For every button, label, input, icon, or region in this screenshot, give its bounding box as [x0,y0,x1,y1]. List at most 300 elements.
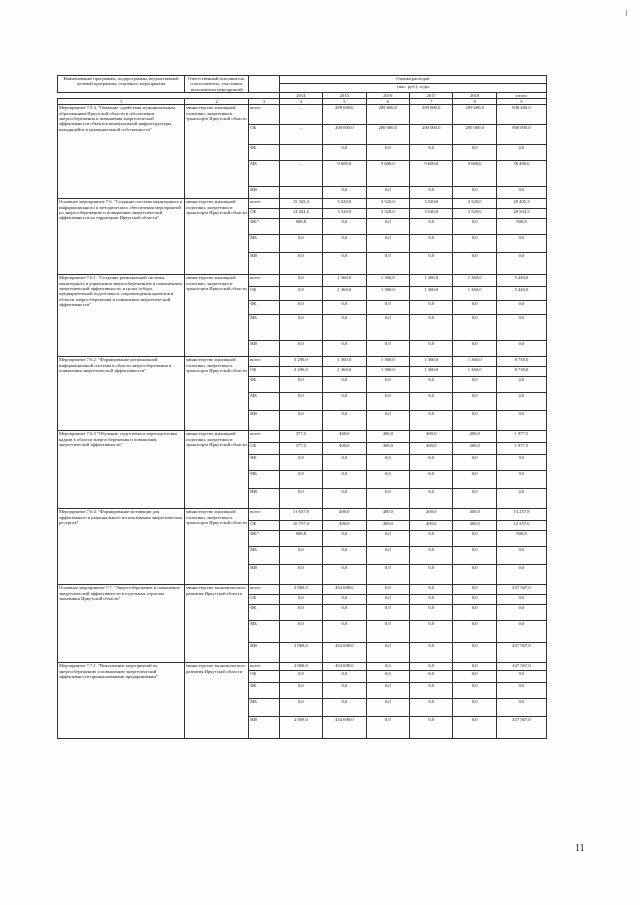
year-value-cell: 0,0 [453,531,496,547]
measure-name-cell: Основное мероприятие 7.6. "Создание системы мониторинга и информационного и методического обеспечения мероприятий по энергосбережению и повышению энергетической эффективности на территории Иркутской области" [58,199,185,275]
funding-source-cell: всего [249,357,279,367]
header-year-2017: 2017 [410,92,453,98]
year-value-cell: 0,0 [279,683,322,699]
year-value-cell: 2 869,0 [279,663,322,671]
year-value-cell: 0,0 [366,455,409,471]
year-value-cell: 0,0 [410,301,453,315]
year-value-cell: 0,0 [453,595,496,605]
funding-source-cell: ФБ [249,455,279,471]
total-value-cell: 0,0 [496,235,546,253]
year-value-cell: 0,0 [279,565,322,585]
year-value-cell: 0,0 [410,341,453,357]
year-value-cell: 0,0 [279,411,322,431]
executor-cell: министерство жилищной политики, энергетики и транспорта Иркутской области [185,357,249,431]
total-value-cell: 13 257,8 [496,509,546,521]
column-number-cell: 5 [323,99,366,105]
year-value-cell: 434 698,0 [323,585,366,595]
total-value-cell: 0,0 [496,377,546,393]
header-expense-estimate: Оценка расходов [279,76,546,84]
year-value-cell: 1 360,0 [453,287,496,301]
year-value-cell: 0,0 [323,301,366,315]
year-value-cell: 0,0 [410,455,453,471]
year-value-cell: 1 360,0 [366,275,409,287]
year-value-cell: 0,0 [366,621,409,643]
total-value-cell: 0,0 [496,301,546,315]
year-value-cell: 0,0 [366,683,409,699]
year-value-cell: 0,0 [279,341,322,357]
funding-source-cell: ИИ [249,187,279,199]
year-value-cell: 0,0 [279,605,322,621]
year-value-cell: 10 757,0 [279,521,322,531]
year-value-cell: 0,0 [323,411,366,431]
column-number-cell: 4 [279,99,322,105]
year-value-cell: 209 600,0 [366,105,409,125]
header-year-2015: 2015 [323,92,366,98]
year-value-cell: 0,0 [453,219,496,235]
year-value-cell: 400,0 [410,443,453,455]
year-value-cell: 0,0 [279,275,322,287]
executor-cell: министерство жилищной политики, энергетики и транспорта Иркутской области [185,275,249,357]
year-value-cell: 1 360,0 [323,357,366,367]
year-value-cell: 200 000,0 [323,125,366,145]
header-units: (тыс. руб.), годы [279,84,546,92]
year-value-cell: 0,0 [410,663,453,671]
column-number-cell: 6 [366,99,409,105]
year-value-cell: 0,0 [323,565,366,585]
year-value-cell: 400,0 [323,431,366,443]
year-value-cell: 400,0 [366,443,409,455]
year-value-cell: 0,0 [366,605,409,621]
year-value-cell: 0,0 [410,621,453,643]
year-value-cell: 0,0 [323,683,366,699]
year-value-cell: 0,0 [453,187,496,199]
year-value-cell: 1 360,0 [410,275,453,287]
year-value-cell: 0,0 [410,683,453,699]
year-value-cell: 0,0 [366,145,409,161]
year-value-cell: 0,0 [410,605,453,621]
total-value-cell: 0,0 [496,699,546,717]
year-value-cell: 0,0 [453,699,496,717]
year-value-cell: 0,0 [453,235,496,253]
year-value-cell: 0,0 [279,393,322,411]
year-value-cell: 0,0 [366,585,409,595]
funding-source-cell: всего [249,663,279,671]
year-value-cell: 209 600,0 [410,105,453,125]
table-row [58,275,547,287]
year-value-cell: 0,0 [453,605,496,621]
total-value-cell: 0,0 [496,605,546,621]
funding-source-cell: ОБ [249,595,279,605]
year-value-cell: 0,0 [279,671,322,683]
year-value-cell: 0,0 [366,671,409,683]
total-value-cell: 38 400,0 [496,161,546,187]
funding-source-cell: МБ [249,161,279,187]
executor-cell: министерство жилищной политики, энергетики и транспорта Иркутской области [185,199,249,275]
funding-source-cell: ФБ [249,377,279,393]
year-value-cell: – [279,161,322,187]
funding-source-cell: МБ [249,471,279,489]
year-value-cell: 1 360,0 [453,357,496,367]
year-value-cell: 400,0 [410,431,453,443]
total-value-cell: 0,0 [496,455,546,471]
year-value-cell: 0,0 [453,671,496,683]
year-value-cell: 0,0 [323,341,366,357]
funding-source-cell: ИИ [249,411,279,431]
year-value-cell: 1 360,0 [323,287,366,301]
year-value-cell: 0,0 [453,565,496,585]
year-value-cell: 434 698,0 [323,663,366,671]
year-value-cell: 0,0 [410,671,453,683]
year-value-cell: 0,0 [410,219,453,235]
funding-source-cell: ОБ [249,443,279,455]
table-row [58,431,547,443]
year-value-cell: 0,0 [366,315,409,341]
year-value-cell: 400,0 [453,509,496,521]
year-value-cell: 0,0 [279,455,322,471]
total-value-cell: 0,0 [496,547,546,565]
funding-source-cell: ФБ* [249,219,279,235]
year-value-cell: 400,0 [453,521,496,531]
total-value-cell: 1 977,5 [496,443,546,455]
total-value-cell: 1 977,5 [496,431,546,443]
year-value-cell: 0,0 [453,393,496,411]
total-value-cell: 12 357,0 [496,521,546,531]
year-value-cell: 1 360,0 [410,367,453,377]
year-value-cell: 1 360,0 [323,275,366,287]
year-value-cell: 0,0 [323,531,366,547]
year-value-cell: 1 360,0 [323,367,366,377]
year-value-cell: 1 360,0 [366,287,409,301]
year-value-cell: 0,0 [323,471,366,489]
header-total: итого [496,92,546,98]
funding-source-cell: ОБ [249,287,279,301]
scan-edge-mark [626,10,627,16]
year-value-cell: 9 600,0 [453,161,496,187]
year-value-cell [279,145,322,161]
total-value-cell: 28 504,5 [496,209,546,219]
year-value-cell: – [279,125,322,145]
year-value-cell: 0,0 [410,547,453,565]
year-value-cell: 0,0 [410,717,453,739]
total-value-cell: 0,0 [496,565,546,585]
table-row [58,585,547,595]
year-value-cell: 0,0 [366,235,409,253]
year-value-cell: 0,0 [453,253,496,275]
year-value-cell: 3 520,0 [366,209,409,219]
year-value-cell: 0,0 [323,455,366,471]
funding-source-cell: ИИ [249,341,279,357]
funding-source-cell: ФБ [249,605,279,621]
year-value-cell: 3 520,0 [323,199,366,209]
year-value-cell: 200 000,0 [410,125,453,145]
executor-cell: министерство жилищной политики, энергетики и транспорта Иркутской области [185,431,249,509]
total-value-cell: 0,0 [496,471,546,489]
year-value-cell: 0,0 [323,253,366,275]
year-value-cell: 0,0 [453,145,496,161]
year-value-cell: 400,0 [366,521,409,531]
year-value-cell: 0,0 [279,315,322,341]
year-value-cell: 1 360,0 [410,287,453,301]
year-value-cell: 0,0 [410,145,453,161]
year-value-cell: 3 520,0 [453,199,496,209]
year-value-cell: 0,0 [453,315,496,341]
year-value-cell: 0,0 [323,489,366,509]
year-value-cell: 0,0 [279,547,322,565]
total-value-cell: 0,0 [496,621,546,643]
funding-source-cell: ФБ [249,145,279,161]
year-value-cell: 3 520,0 [410,199,453,209]
year-value-cell: 0,0 [453,717,496,739]
year-value-cell: 0,0 [279,489,322,509]
year-value-cell: 0,0 [410,235,453,253]
year-value-cell: 9 600,0 [323,161,366,187]
year-value-cell: 0,0 [410,411,453,431]
column-number-cell: 2 [185,99,249,105]
year-value-cell: 0,0 [366,531,409,547]
measure-name-cell: Мероприятие 7.7.1. "Выполнение мероприятий по энергосбережению и повышению энергетической эффективности промышленными предприятиями" [58,663,185,739]
year-value-cell: 0,0 [323,671,366,683]
year-value-cell: 0,0 [410,565,453,585]
funding-source-cell: всего [249,199,279,209]
funding-source-cell: ОБ [249,367,279,377]
total-value-cell: 0,0 [496,489,546,509]
funding-source-cell: ОБ [249,521,279,531]
funding-source-cell: ИИ [249,253,279,275]
year-value-cell: 0,0 [453,547,496,565]
year-value-cell: 0,0 [453,621,496,643]
total-value-cell: 0,0 [496,145,546,161]
total-value-cell: 29 405,3 [496,199,546,209]
year-value-cell: 0,0 [453,301,496,315]
funding-source-cell: ФБ* [249,531,279,547]
column-number-cell: 1 [58,99,185,105]
year-value-cell: 0,0 [453,341,496,357]
total-value-cell: 5 440,0 [496,275,546,287]
funding-source-cell: МБ [249,315,279,341]
year-value-cell: 0,0 [279,301,322,315]
year-value-cell: 400,0 [410,509,453,521]
year-value-cell: 0,0 [410,253,453,275]
year-value-cell: 9 600,0 [410,161,453,187]
total-value-cell: 437 567,0 [496,643,546,663]
year-value-cell: 0,0 [453,455,496,471]
total-value-cell: 900,8 [496,531,546,547]
column-number-cell: 3 [249,99,279,105]
year-value-cell: 11 657,8 [279,509,322,521]
measure-name-cell: Мероприятие 7.6.1. "Создание региональной системы мониторинга и управления энергосбережением и повышением энергетической эффективности, в целях отбора, предварительной подготовки и сопровождения проектов в области энергосбережения и повышения энергетической эффективности" [58,275,185,357]
budget-table [57,75,547,739]
executor-cell: министерство экономического развития Иркутской области [185,663,249,739]
funding-source-cell: МБ [249,235,279,253]
year-value-cell: 1 360,0 [453,275,496,287]
year-value-cell: 14 424,5 [279,209,322,219]
header-source [249,76,279,93]
column-number-cell: 7 [410,99,453,105]
total-value-cell: 0,0 [496,671,546,683]
year-value-cell: 0,0 [410,377,453,393]
year-value-cell: 0,0 [410,699,453,717]
measure-name-cell: Мероприятие 7.5.4. "Оказание содействия муниципальным образованиям Иркутской области в обеспечении энергосбережения и повышения энергетической эффективности объектов коммунальной инфраструктуры, находящейся в муниципальной собственности" [58,105,185,199]
year-value-cell: 0,0 [323,187,366,199]
year-value-cell: 1 360,0 [366,357,409,367]
year-value-cell: 0,0 [366,341,409,357]
year-value-cell: 3 520,0 [410,209,453,219]
year-value-cell: 0,0 [323,377,366,393]
year-value-cell: 400,0 [410,521,453,531]
total-value-cell: 900,8 [496,219,546,235]
year-value-cell: 400,0 [323,509,366,521]
year-value-cell: 0,0 [366,595,409,605]
year-value-cell: 0,0 [323,219,366,235]
year-value-cell: 0,0 [279,699,322,717]
year-value-cell: 0,0 [279,287,322,301]
measure-name-cell: Мероприятие 7.6.4. "Формирование мотивации для эффективного и рационального использования энергетических ресурсов" [58,509,185,585]
year-value-cell: 0,0 [366,471,409,489]
year-value-cell: 0,0 [410,471,453,489]
table-row [58,199,547,209]
table-row [58,509,547,521]
year-value-cell: 2 869,0 [279,643,322,663]
year-value-cell: 0,0 [279,253,322,275]
year-value-cell: 0,0 [453,663,496,671]
total-value-cell: 0,0 [496,253,546,275]
year-value-cell: 400,0 [323,521,366,531]
total-value-cell: 437 567,0 [496,663,546,671]
year-value-cell: 0,0 [410,187,453,199]
year-value-cell: 200 000,0 [366,125,409,145]
total-value-cell: 838 400,0 [496,105,546,125]
year-value-cell: 434 698,0 [323,643,366,663]
total-value-cell: 0,0 [496,393,546,411]
funding-source-cell: МБ [249,699,279,717]
year-value-cell: 0,0 [410,643,453,663]
year-value-cell: 3 290,0 [279,357,322,367]
year-value-cell: 0,0 [366,411,409,431]
year-value-cell: 0,0 [366,547,409,565]
funding-source-cell: ИИ [249,489,279,509]
year-value-cell: 400,0 [366,431,409,443]
year-value-cell: 0,0 [366,717,409,739]
year-value-cell: 3 520,0 [453,209,496,219]
funding-source-cell: всего [249,585,279,595]
year-value-cell: 900,8 [279,531,322,547]
year-value-cell: 0,0 [323,145,366,161]
table-row [58,105,547,125]
executor-cell: министерство экономического развития Иркутской области [185,585,249,663]
funding-source-cell: всего [249,275,279,287]
year-value-cell: 400,0 [323,443,366,455]
year-value-cell: 0,0 [366,663,409,671]
table-row [58,663,547,671]
measure-name-cell: Мероприятие 7.6.2. "Формирование региональной информационной системы в области энергосбережения и повышения энергетической эффективности" [58,357,185,431]
total-value-cell: 0,0 [496,683,546,699]
header-year-2014: 2014 [279,92,322,98]
total-value-cell: 0,0 [496,341,546,357]
header-year-2016: 2016 [366,92,409,98]
header-program-name: Наименование программы, подпрограммы, ведомственной целевой программы, основного мероприятия [58,76,185,93]
year-value-cell: 3 290,0 [279,367,322,377]
year-value-cell: 200 000,0 [453,125,496,145]
year-value-cell: 0,0 [453,643,496,663]
year-value-cell: 0,0 [366,643,409,663]
year-value-cell: 377,5 [279,431,322,443]
total-value-cell: 0,0 [496,187,546,199]
year-value-cell: 400,0 [453,431,496,443]
year-value-cell: 900,8 [279,219,322,235]
year-value-cell: 209 600,0 [453,105,496,125]
year-value-cell: 0,0 [323,235,366,253]
measure-name-cell: Мероприятие 7.6.3 "Обучение, подготовка и переподготовка кадров в области энергосбережения и повышения энергетической эффективности" [58,431,185,509]
year-value-cell: 400,0 [453,443,496,455]
funding-source-cell: ОБ [249,209,279,219]
funding-source-cell: ОБ [249,125,279,145]
total-value-cell: 0,0 [496,595,546,605]
funding-source-cell: ФБ [249,683,279,699]
year-value-cell: 377,5 [279,443,322,455]
funding-source-cell: МБ [249,547,279,565]
funding-source-cell: ОБ [249,671,279,683]
year-value-cell: 15 325,3 [279,199,322,209]
funding-source-cell: всего [249,509,279,521]
year-value-cell: 0,0 [323,393,366,411]
year-value-cell: 0,0 [279,471,322,489]
funding-source-cell: МБ [249,621,279,643]
funding-source-cell: всего [249,431,279,443]
total-value-cell: 437 567,0 [496,717,546,739]
year-value-cell: 0,0 [410,489,453,509]
year-value-cell: 0,0 [279,595,322,605]
year-value-cell: – [279,105,322,125]
header-year-2018: 2018 [453,92,496,98]
funding-source-cell: ИИ [249,643,279,663]
column-number-cell: 8 [453,99,496,105]
year-value-cell: 0,0 [366,565,409,585]
year-value-cell: 0,0 [323,595,366,605]
year-value-cell: 0,0 [366,393,409,411]
executor-cell: министерство жилищной политики, энергетики и транспорта Иркутской области [185,105,249,199]
year-value-cell: 0,0 [366,489,409,509]
year-value-cell: 0,0 [453,489,496,509]
year-value-cell: 0,0 [323,547,366,565]
year-value-cell: 0,0 [279,235,322,253]
funding-source-cell: ИИ [249,565,279,585]
funding-source-cell: ФБ [249,301,279,315]
year-value-cell: 0,0 [323,315,366,341]
year-value-cell: 0,0 [410,585,453,595]
year-value-cell: 0,0 [366,699,409,717]
year-value-cell: 0,0 [453,411,496,431]
year-value-cell: 0,0 [453,585,496,595]
total-value-cell: 437 567,0 [496,585,546,595]
total-value-cell: 0,0 [496,411,546,431]
year-value-cell [279,187,322,199]
year-value-cell: 0,0 [366,219,409,235]
year-value-cell: 434 698,0 [323,717,366,739]
header-executor: Ответственный исполнитель, соисполнитель, участники, исполнители мероприятий [185,76,249,93]
year-value-cell: 1 360,0 [366,367,409,377]
year-value-cell: 400,0 [366,509,409,521]
year-value-cell: 0,0 [279,377,322,393]
year-value-cell: 9 600,0 [366,161,409,187]
total-value-cell: 8 730,0 [496,357,546,367]
year-value-cell: 3 520,0 [323,209,366,219]
funding-source-cell: всего [249,105,279,125]
year-value-cell: 0,0 [366,253,409,275]
year-value-cell: 0,0 [453,471,496,489]
year-value-cell: 1 360,0 [453,367,496,377]
total-value-cell: 0,0 [496,315,546,341]
funding-source-cell: МБ [249,393,279,411]
